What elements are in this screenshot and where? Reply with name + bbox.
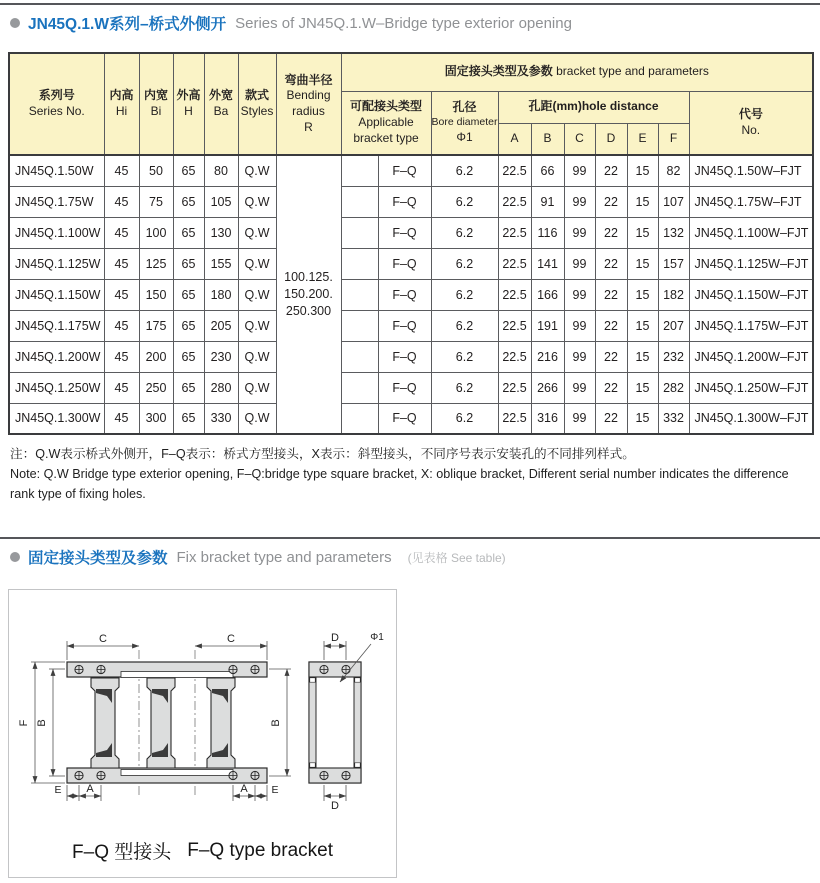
side-view xyxy=(67,650,267,795)
screw-hole xyxy=(320,665,328,673)
cell-code: JN45Q.1.75W–FJT xyxy=(689,186,813,217)
cell-code: JN45Q.1.100W–FJT xyxy=(689,217,813,248)
screw-hole xyxy=(75,771,83,779)
end-top-bar xyxy=(309,662,361,677)
note-en-line1: Note: Q.W Bridge type exterior opening, F–Q:bridge type square bracket, X: oblique bracket, Different serial number indicates the difference xyxy=(10,467,789,481)
caption-en: F–Q type bracket xyxy=(187,839,333,861)
cell-code: JN45Q.1.300W–FJT xyxy=(689,403,813,434)
chain-link xyxy=(207,678,235,768)
col-inner-height: 内高 Hi xyxy=(104,53,139,155)
cell-series: JN45Q.1.250W xyxy=(9,372,104,403)
table-row: JN45Q.1.125W 45 125 65 155 Q.W F–Q 6.2 22.5 141 99 22 15 157 JN45Q.1.125W–FJT xyxy=(9,248,813,279)
table-row: JN45Q.1.75W 45 75 65 105 Q.W F–Q 6.2 22.5 91 99 22 15 107 JN45Q.1.75W–FJT xyxy=(9,186,813,217)
table-notes xyxy=(10,444,820,504)
dim-label-f: F xyxy=(18,719,30,727)
table-row xyxy=(9,155,813,186)
section-header-series xyxy=(0,5,820,42)
cell-bore: 6.2 xyxy=(431,155,498,186)
top-rail-step xyxy=(121,672,233,678)
cell-e: 15 xyxy=(627,155,658,186)
table-row: JN45Q.1.100W 45 100 65 130 Q.W F–Q 6.2 22.5 116 99 22 15 132 JN45Q.1.100W–FJT xyxy=(9,217,813,248)
chain-link xyxy=(91,678,119,768)
col-hole-c: C xyxy=(564,123,595,155)
cell-code: JN45Q.1.150W–FJT xyxy=(689,279,813,310)
cell-blank xyxy=(341,341,378,372)
col-bending-radius: 弯曲半径 Bending radius R xyxy=(276,53,341,155)
cell-blank xyxy=(341,279,378,310)
bottom-rail-step xyxy=(121,770,233,776)
col-hole-f: F xyxy=(658,123,689,155)
diagram-box xyxy=(8,589,397,878)
section2-see-table-note: (见表格 See table) xyxy=(407,550,506,565)
cell-blank xyxy=(341,217,378,248)
dim-label-phi1: Φ1 xyxy=(370,632,384,643)
cell-series: JN45Q.1.75W xyxy=(9,186,104,217)
cell-code: JN45Q.1.125W–FJT xyxy=(689,248,813,279)
col-inner-width: 内宽 Bi xyxy=(139,53,173,155)
col-outer-height: 外高 H xyxy=(173,53,204,155)
cell-code: JN45Q.1.175W–FJT xyxy=(689,310,813,341)
cell-blank xyxy=(341,310,378,341)
dim-label-a: A xyxy=(86,783,94,795)
col-series: 系列号 Series No. xyxy=(9,53,104,155)
cell-ba: 80 xyxy=(204,155,238,186)
dim-label-c: C xyxy=(99,633,107,645)
table-row: JN45Q.1.175W 45 175 65 205 Q.W F–Q 6.2 22.5 191 99 22 15 207 JN45Q.1.175W–FJT xyxy=(9,310,813,341)
table-row: JN45Q.1.300W 45 300 65 330 Q.W F–Q 6.2 22.5 316 99 22 15 332 JN45Q.1.300W–FJT xyxy=(9,403,813,434)
table-row: JN45Q.1.150W 45 150 65 180 Q.W F–Q 6.2 22.5 166 99 22 15 182 JN45Q.1.150W–FJT xyxy=(9,279,813,310)
cell-style: Q.W xyxy=(238,155,276,186)
table-row: JN45Q.1.250W 45 250 65 280 Q.W F–Q 6.2 22.5 266 99 22 15 282 JN45Q.1.250W–FJT xyxy=(9,372,813,403)
col-outer-width: 外宽 Ba xyxy=(204,53,238,155)
dim-label-c: C xyxy=(227,633,235,645)
spec-table xyxy=(8,52,814,435)
col-styles: 款式 Styles xyxy=(238,53,276,155)
end-view xyxy=(309,662,361,783)
cell-series: JN45Q.1.300W xyxy=(9,403,104,434)
table-row: JN45Q.1.200W 45 200 65 230 Q.W F–Q 6.2 22.5 216 99 22 15 232 JN45Q.1.200W–FJT xyxy=(9,341,813,372)
screw-hole xyxy=(251,665,259,673)
cell-blank xyxy=(341,155,378,186)
col-hole-distance: 孔距(mm)hole distance xyxy=(498,91,689,123)
col-hole-b: B xyxy=(531,123,564,155)
cell-code: JN45Q.1.200W–FJT xyxy=(689,341,813,372)
cell-series: JN45Q.1.175W xyxy=(9,310,104,341)
col-bore-diameter: 孔径 Bore diameter Φ1 xyxy=(431,91,498,155)
screw-hole xyxy=(342,665,350,673)
bracket-technical-drawing xyxy=(9,590,396,827)
chain-link xyxy=(147,678,175,768)
cell-b: 66 xyxy=(531,155,564,186)
end-side-rail xyxy=(309,677,316,768)
cell-series: JN45Q.1.150W xyxy=(9,279,104,310)
caption-zh: F–Q 型接头 xyxy=(72,842,172,863)
col-hole-e: E xyxy=(627,123,658,155)
screw-hole xyxy=(342,771,350,779)
note-zh: 注：Q.W表示桥式外侧开，F–Q表示：桥式方型接头，X表示：斜型接头，不同序号表示安装孔的不同排列样式。 xyxy=(10,447,635,461)
col-bracket-type: 可配接头类型 Applicable bracket type xyxy=(341,91,431,155)
cell-f: 82 xyxy=(658,155,689,186)
screw-hole xyxy=(251,771,259,779)
cell-series: JN45Q.1.200W xyxy=(9,341,104,372)
section2-title-zh: 固定接头类型及参数 xyxy=(28,550,168,567)
cell-blank xyxy=(341,186,378,217)
screw-hole xyxy=(320,771,328,779)
screw-hole xyxy=(97,771,105,779)
bullet-icon xyxy=(10,18,20,28)
cell-series: JN45Q.1.100W xyxy=(9,217,104,248)
dim-label-d: D xyxy=(331,800,339,812)
screw-hole xyxy=(229,771,237,779)
screw-hole xyxy=(229,665,237,673)
cell-bracket: F–Q xyxy=(378,155,431,186)
cell-code: JN45Q.1.50W–FJT xyxy=(689,155,813,186)
dim-label-b: B xyxy=(36,719,48,727)
cell-a: 22.5 xyxy=(498,155,531,186)
screw-hole xyxy=(97,665,105,673)
cell-code: JN45Q.1.250W–FJT xyxy=(689,372,813,403)
page-title-zh: JN45Q.1.W系列–桥式外侧开 xyxy=(28,16,227,33)
cell-hi: 45 xyxy=(104,155,139,186)
cell-bi: 50 xyxy=(139,155,173,186)
cell-series: JN45Q.1.125W xyxy=(9,248,104,279)
cell-blank xyxy=(341,248,378,279)
dim-label-e: E xyxy=(271,784,279,796)
bullet-icon xyxy=(10,552,20,562)
cell-h: 65 xyxy=(173,155,204,186)
dim-label-b: B xyxy=(270,719,282,727)
cell-d: 22 xyxy=(595,155,627,186)
dim-label-a: A xyxy=(240,783,248,795)
section2-title-en: Fix bracket type and parameters xyxy=(176,548,392,566)
col-hole-a: A xyxy=(498,123,531,155)
note-en-line2: rank type of fixing holes. xyxy=(10,487,146,501)
header-row-1 xyxy=(9,53,813,91)
cell-blank xyxy=(341,372,378,403)
col-code: 代号 No. xyxy=(689,91,813,155)
cell-bending-radius: 100.125. 150.200. 250.300 xyxy=(276,155,341,434)
diagram-caption xyxy=(9,832,396,864)
dim-label-d: D xyxy=(331,632,339,644)
section-header-bracket xyxy=(0,539,820,576)
cell-series: JN45Q.1.50W xyxy=(9,155,104,186)
end-bottom-bar xyxy=(309,768,361,783)
page-title-en: Series of JN45Q.1.W–Bridge type exterior opening xyxy=(235,14,572,32)
screw-hole xyxy=(75,665,83,673)
cell-c: 99 xyxy=(564,155,595,186)
col-hole-d: D xyxy=(595,123,627,155)
col-group-bracket-params: 固定接头类型及参数 bracket type and parameters xyxy=(341,53,813,91)
end-side-rail xyxy=(354,677,361,768)
dim-label-e: E xyxy=(54,784,62,796)
cell-blank xyxy=(341,403,378,434)
